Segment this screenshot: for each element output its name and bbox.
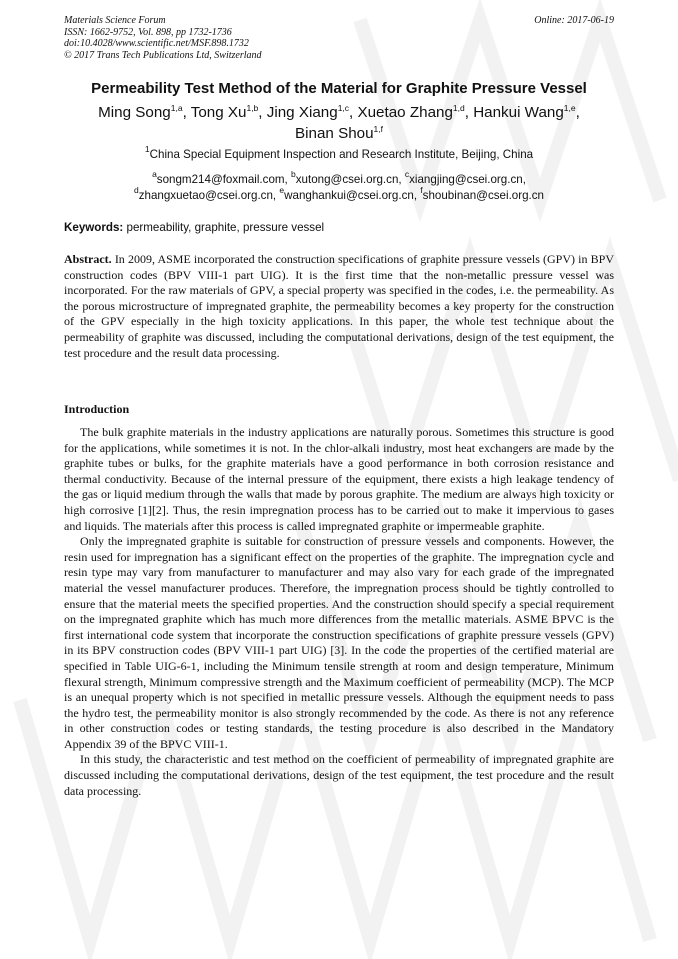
- copyright-line: © 2017 Trans Tech Publications Ltd, Switzerland: [64, 49, 262, 61]
- journal-name: Materials Science Forum: [64, 15, 166, 26]
- email[interactable]: $^f$shoubinan@csei.org.cn: [420, 184, 545, 202]
- doi-line: doi:10.4028/www.scientific.net/MSF.898.1732: [64, 38, 249, 49]
- email[interactable]: $^b$xutong@csei.org.cn,: [291, 169, 402, 186]
- introduction-body: [64, 425, 614, 799]
- email[interactable]: $^c$xiangjing@csei.org.cn,: [404, 169, 526, 186]
- abstract: [64, 252, 614, 361]
- keywords-text: permeability, graphite, pressure vessel: [126, 221, 325, 234]
- paragraph: In this study, the characteristic and test method on the coefficient of permeability of impregnated graphite are discussed including the computational derivations, design of the test equipment, the test procedure and the result data processing.: [64, 752, 614, 798]
- abstract-text: In 2009, ASME incorporated the construction specifications of graphite pressure vessels (GPV) in BPV construction codes (BPV VIII-1 part UIG). It is the first time that the non-metallic pressure vessel was incorporated. For the raw materials of GPV, a special property was specified in the codes, i.e. the permeability. As the porous microstructure of impregnated graphite, the permeability becomes a key property for the construction of the GPV especially in the high toxicity applications. In this paper, the whole test technique about the permeability of graphite was discussed, including the computational derivations, design of the test equipment, the test procedure and the result data processing.: [64, 252, 614, 360]
- author-list: [60, 102, 618, 144]
- author: Ming Song$^{1,a}$,: [98, 103, 191, 121]
- paragraph: Only the impregnated graphite is suitable for construction of pressure vessels and components. However, the resin used for impregnation has a significant effect on the properties of the graphite. The impregnation cycle and resin type may vary from manufacturer to manufacturer and may also vary for each grade of the impregnated material the vessel manufacturer produces. Therefore, the impregnation process should be tightly controlled to ensure that the material meets the specified properties. And the construction should specify a special requirement on the impregnated graphite which has much more differences from the metallic materials. ASME BPVC is the first international code system that incorporate the construction specifications of graphite pressure vessels (GPV) in its BPV construction codes (BPV VIII-1 part UIG) [3]. In the code the properties of the certified material are specified in Table UIG-6-1, including the Minimum tensile strength at room and design temperature, Minimum flexural strength, Minimum compressive strength and the Maximum coefficient of permeability (MCP). The MCP is an unequal property which is not specified in metallic pressure vessels. Although the equipment needs to pass the hydro test, the permeability monitor is also strongly recommended by the code. As there is not any reference in other construction codes or testing standards, the testing procedure is also described in the Mandatory Appendix 39 of the BPVC VIII-1.: [64, 534, 614, 751]
- paper-title: Permeability Test Method of the Material for Graphite Pressure Vessel: [91, 80, 587, 97]
- keywords-label: Keywords:: [64, 221, 124, 234]
- issn-line: ISSN: 1662-9752, Vol. 898, pp 1732-1736: [64, 26, 232, 38]
- affiliation: $^1$China Special Equipment Inspection and Research Institute, Beijing, China: [144, 144, 534, 161]
- email[interactable]: $^a$songm214@foxmail.com,: [152, 169, 288, 186]
- introduction-heading: Introduction: [64, 402, 130, 416]
- author: Tong Xu$^{1,b}$,: [190, 103, 267, 121]
- email[interactable]: $^d$zhangxuetao@csei.org.cn,: [133, 184, 277, 202]
- author: Hankui Wang$^{1,e}$,: [473, 103, 580, 121]
- author: Xuetao Zhang$^{1,d}$,: [357, 103, 474, 121]
- keywords: [64, 221, 614, 234]
- email[interactable]: $^e$wanghankui@csei.org.cn,: [279, 184, 418, 202]
- author: Binan Shou$^{1,f}$: [295, 124, 383, 142]
- online-date: Online: 2017-06-19: [534, 15, 614, 26]
- author: Jing Xiang$^{1,c}$,: [266, 103, 358, 121]
- journal-header: [64, 15, 614, 61]
- paragraph: The bulk graphite materials in the industry applications are naturally porous. Sometimes this structure is good for the applications, while sometimes it is not. In the chlor-alkali industry, most heat exchangers are made by the graphite tubes or bulks, for the graphite materials have a good performance in both corrosion resistance and thermal conductivity. Because of the internal pressure of the equipment, there exists a high leakage tendency of the gas or liquid medium through the walls that made by porous graphite. The medium are always high toxicity or high corrosive [1][2]. Thus, the resin impregnation process has to be carried out to make it impervious to gases and liquids. The materials after this process is called impregnated graphite or impermeable graphite.: [64, 425, 614, 533]
- abstract-label: Abstract.: [64, 252, 112, 266]
- email-list: [40, 169, 638, 203]
